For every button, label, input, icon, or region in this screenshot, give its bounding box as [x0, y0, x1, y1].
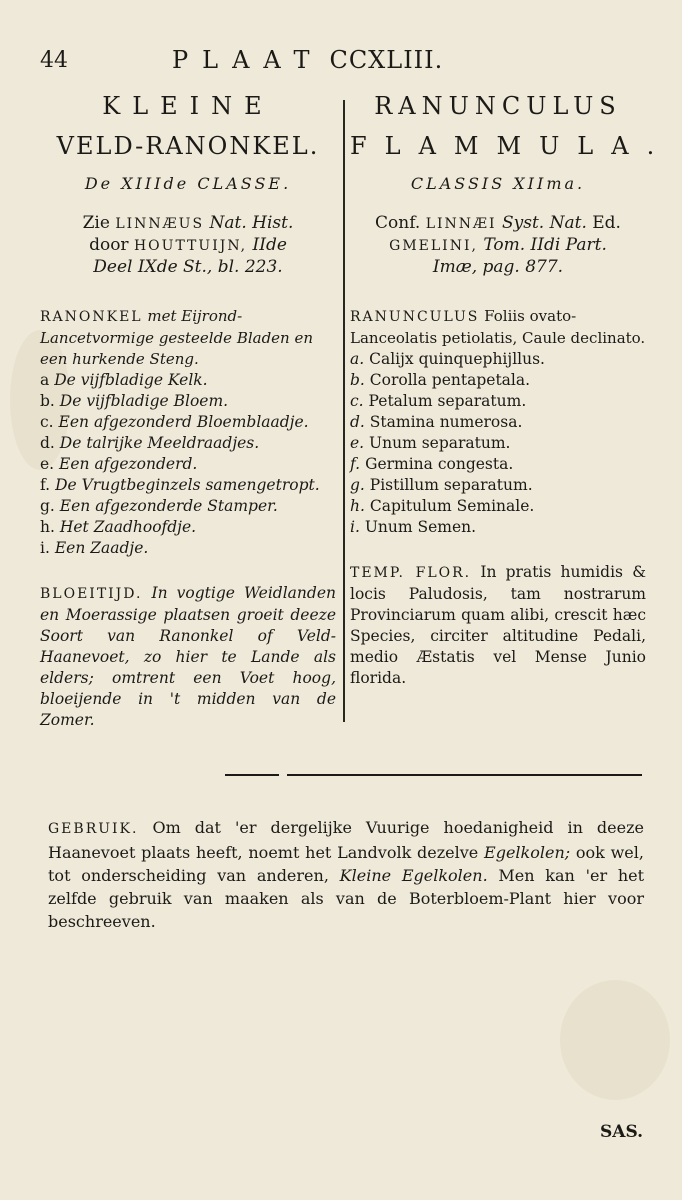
item-text: Germina congesta.	[365, 455, 514, 473]
item-label: a.	[350, 350, 365, 368]
list-item	[40, 538, 336, 559]
item-label: f.	[40, 476, 51, 494]
list-item	[40, 475, 336, 496]
latin-classe: CLASSIS XIIma.	[410, 174, 586, 193]
dutch-reference	[40, 213, 336, 278]
usage-text: Men kan 'er het zelfde gebruik van maaken als van de Boterbloem-Plant hier voor beschreeven.	[48, 866, 645, 931]
dutch-figure-list	[40, 370, 336, 559]
item-text: Capitulum Seminale.	[369, 497, 535, 515]
item-label: i.	[40, 539, 50, 557]
item-label: h.	[350, 497, 365, 515]
list-item	[350, 370, 646, 391]
item-text: Een Zaadje.	[54, 539, 149, 557]
bloei-lead: TEMP. FLOR.	[350, 565, 472, 581]
latin-reference	[350, 213, 646, 278]
list-item	[350, 433, 646, 454]
list-item	[40, 517, 336, 538]
item-text: De vijfbladige Bloem.	[59, 392, 229, 410]
catchword: SAS.	[600, 1122, 644, 1142]
dutch-title-line1: KLEINE	[102, 92, 274, 120]
item-label: f.	[350, 455, 361, 473]
ref-tom: Tom. IIdi Part.	[483, 235, 607, 255]
list-item	[40, 496, 336, 517]
desc-text: met Eijrond-Lancetvormige gesteelde Bladen en een hurkende Steng.	[40, 307, 314, 368]
item-text: Corolla pentapetala.	[369, 371, 531, 389]
list-item	[350, 349, 646, 370]
item-label: b.	[350, 371, 365, 389]
ref-zie: Zie	[82, 213, 110, 233]
dutch-title-line2: VELD-RANONKEL.	[56, 132, 320, 160]
latin-description	[350, 306, 646, 349]
list-item	[40, 391, 336, 412]
item-label: d.	[350, 413, 365, 431]
desc-lead: RANUNCULUS	[350, 309, 480, 325]
list-item	[350, 517, 646, 538]
item-text: Stamina numerosa.	[369, 413, 523, 431]
usage-lead: GEBRUIK.	[48, 821, 139, 837]
item-label: c.	[40, 413, 54, 431]
item-label: b.	[40, 392, 55, 410]
bloei-text: In vogtige Weidlanden en Moerassige plaatsen groeit deeze Soort van Ranonkel of Veld-Haanevoet, zo hier te Lande als elders; omtrent een Voet hoog, bloeijende in 't midden van de Zomer.	[40, 584, 336, 729]
plate-heading	[172, 46, 443, 74]
section-rule	[225, 774, 279, 776]
list-item	[350, 496, 646, 517]
item-text: Een afgezonderd Bloemblaadje.	[58, 413, 309, 431]
page-number: 44	[40, 48, 68, 73]
latin-column	[350, 92, 673, 689]
latin-flowering	[350, 562, 646, 689]
ref-deel: IIde	[252, 235, 287, 255]
column-divider	[343, 100, 345, 722]
paper-stain	[560, 980, 670, 1100]
ref-conf: Conf.	[375, 213, 421, 233]
dutch-description	[40, 306, 336, 370]
item-label: e.	[40, 455, 55, 473]
item-text: Het Zaadhoofdje.	[59, 518, 197, 536]
latin-title-line1: RANUNCULUS	[374, 92, 622, 120]
ref-linnaei: LINNÆI	[425, 216, 497, 232]
usage-paragraph	[48, 816, 644, 933]
ref-syst: Syst. Nat.	[502, 213, 587, 233]
item-label: c.	[350, 392, 364, 410]
list-item	[350, 475, 646, 496]
item-label: d.	[40, 434, 55, 452]
item-text: Unum separatum.	[369, 434, 511, 452]
usage-text: Om dat 'er dergelijke Vuurige hoedanigheid in deeze Haanevoet plaats heeft, noemt het Landvolk dezelve	[48, 818, 644, 862]
plate-word: PLAAT	[172, 46, 324, 74]
list-item	[350, 391, 646, 412]
item-text: Pistillum separatum.	[369, 476, 533, 494]
dutch-classe: De XIIIde CLASSE.	[84, 174, 292, 193]
item-text: De Vrugtbeginzels samengetropt.	[55, 476, 320, 494]
ref-line3: Deel IXde St., bl. 223.	[93, 257, 283, 277]
item-text: De vijfbladige Kelk.	[54, 371, 208, 389]
item-text: Een afgezonderde Stamper.	[59, 497, 278, 515]
ref-houttuijn: HOUTTUIJN,	[133, 238, 248, 254]
item-label: g.	[350, 476, 365, 494]
item-text: Unum Semen.	[364, 518, 477, 536]
latin-title-line2: FLAMMULA.	[350, 132, 673, 160]
usage-italic: Kleine Egelkolen.	[339, 866, 488, 885]
bloei-lead: BLOEITIJD.	[40, 586, 143, 602]
item-label: h.	[40, 518, 55, 536]
ref-ed: Ed.	[592, 213, 621, 233]
list-item	[40, 454, 336, 475]
ref-nat-hist: Nat. Hist.	[209, 213, 294, 233]
list-item	[40, 370, 336, 391]
usage-italic: Egelkolen;	[484, 843, 571, 862]
item-label: e.	[350, 434, 365, 452]
item-text: De talrijke Meeldraadjes.	[59, 434, 260, 452]
ref-gmelini: GMELINI,	[389, 238, 478, 254]
item-text: Een afgezonderd.	[59, 455, 198, 473]
plate-number: CCXLIII.	[329, 46, 444, 74]
list-item	[40, 412, 336, 433]
ref-linnaeus: LINNÆUS	[115, 216, 205, 232]
list-item	[40, 433, 336, 454]
item-text: Petalum separatum.	[368, 392, 527, 410]
usage-text: ook wel, tot onderscheiding van anderen,	[48, 843, 644, 885]
section-rule	[287, 774, 642, 776]
item-label: g.	[40, 497, 55, 515]
latin-figure-list	[350, 349, 646, 538]
desc-lead: RANONKEL	[40, 309, 143, 325]
desc-text: Foliis ovato-Lanceolatis petiolatis, Caule declinato.	[350, 307, 646, 347]
dutch-column	[40, 92, 336, 731]
item-text: Calijx quinquephijllus.	[369, 350, 545, 368]
list-item	[350, 454, 646, 475]
list-item	[350, 412, 646, 433]
item-label: a	[40, 371, 50, 389]
ref-line3: Imæ, pag. 877.	[432, 257, 564, 277]
item-label: i.	[350, 518, 360, 536]
ref-door: door	[89, 235, 129, 255]
bloei-text: In pratis humidis & locis Paludosis, tam nostrarum Provinciarum quam alibi, crescit hæc Species, circiter altitudine Pedali, medio Æstatis vel Mense Junio florida.	[350, 563, 646, 687]
dutch-flowering	[40, 583, 336, 731]
